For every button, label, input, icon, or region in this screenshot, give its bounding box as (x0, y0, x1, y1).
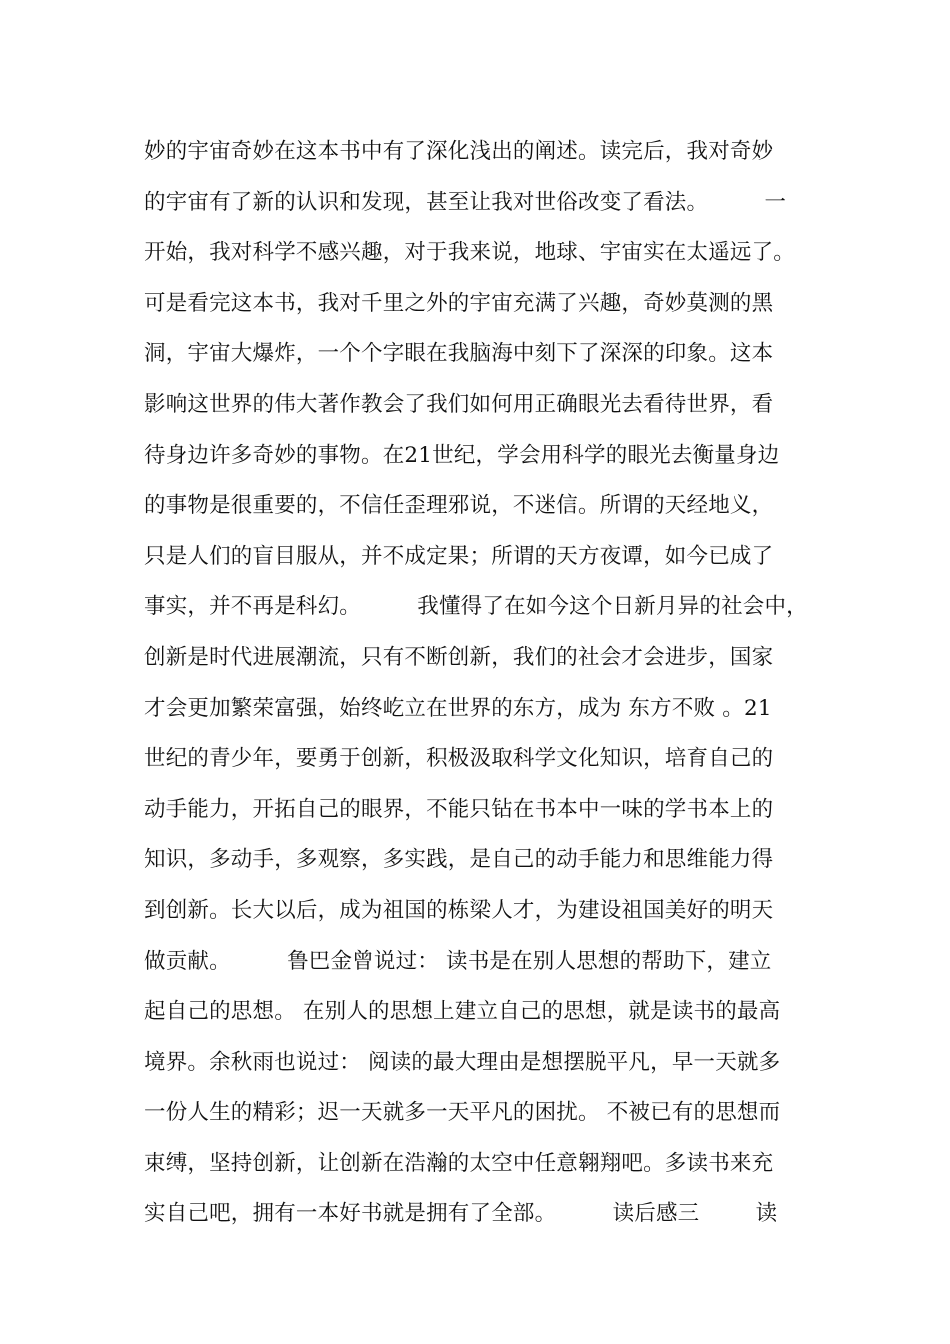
text-line: 创新是时代进展潮流，只有不断创新，我们的社会才会进步，国家 (144, 644, 774, 670)
text-line: 事实，并不再是科幻。 我懂得了在如今这个日新月异的社会中， (144, 594, 808, 620)
text-line: 待身边许多奇妙的事物。在21世纪，学会用科学的眼光去衡量身边 (144, 442, 780, 468)
text-line: 到创新。长大以后，成为祖国的栋梁人才，为建设祖国美好的明天 (144, 897, 774, 923)
text-line: 洞，宇宙大爆炸，一个个字眼在我脑海中刻下了深深的印象。这本 (144, 341, 774, 367)
body-text (144, 132, 834, 1245)
text-line: 开始，我对科学不感兴趣，对于我来说，地球、宇宙实在太遥远了。 (144, 240, 796, 266)
text-line: 境界。余秋雨也说过： 阅读的最大理由是想摆脱平凡，早一天就多 (144, 1049, 781, 1075)
text-line: 实自己吧，拥有一本好书就是拥有了全部。 读后感三 读 (144, 1201, 778, 1227)
text-line: 的宇宙有了新的认识和发现，甚至让我对世俗改变了看法。 一 (144, 189, 787, 215)
text-line: 起自己的思想。 在别人的思想上建立自己的思想，就是读书的最高 (144, 999, 781, 1025)
text-line: 的事物是很重要的，不信任歪理邪说，不迷信。所谓的天经地义， (144, 493, 774, 519)
text-line: 知识，多动手，多观察，多实践，是自己的动手能力和思维能力得 (144, 847, 774, 873)
text-line: 束缚，坚持创新，让创新在浩瀚的太空中任意翱翔吧。多读书来充 (144, 1150, 774, 1176)
text-line: 妙的宇宙奇妙在这本书中有了深化浅出的阐述。读完后，我对奇妙 (144, 139, 774, 164)
text-line: 影响这世界的伟大著作教会了我们如何用正确眼光去看待世界，看 (144, 391, 774, 417)
text-line: 一份人生的精彩；迟一天就多一天平凡的困扰。 不被已有的思想而 (144, 1100, 781, 1126)
text-line: 动手能力，开拓自己的眼界，不能只钻在书本中一味的学书本上的 (144, 796, 774, 822)
text-line: 只是人们的盲目服从，并不成定果；所谓的天方夜谭，如今已成了 (144, 543, 774, 569)
text-line: 世纪的青少年，要勇于创新，积极汲取科学文化知识，培育自己的 (144, 746, 774, 772)
text-line: 可是看完这本书，我对千里之外的宇宙充满了兴趣，奇妙莫测的黑 (144, 290, 774, 316)
text-line: 才会更加繁荣富强，始终屹立在世界的东方，成为 东方不败 。21 (144, 695, 772, 721)
text-line: 做贡献。 鲁巴金曾说过： 读书是在别人思想的帮助下，建立 (144, 948, 772, 974)
